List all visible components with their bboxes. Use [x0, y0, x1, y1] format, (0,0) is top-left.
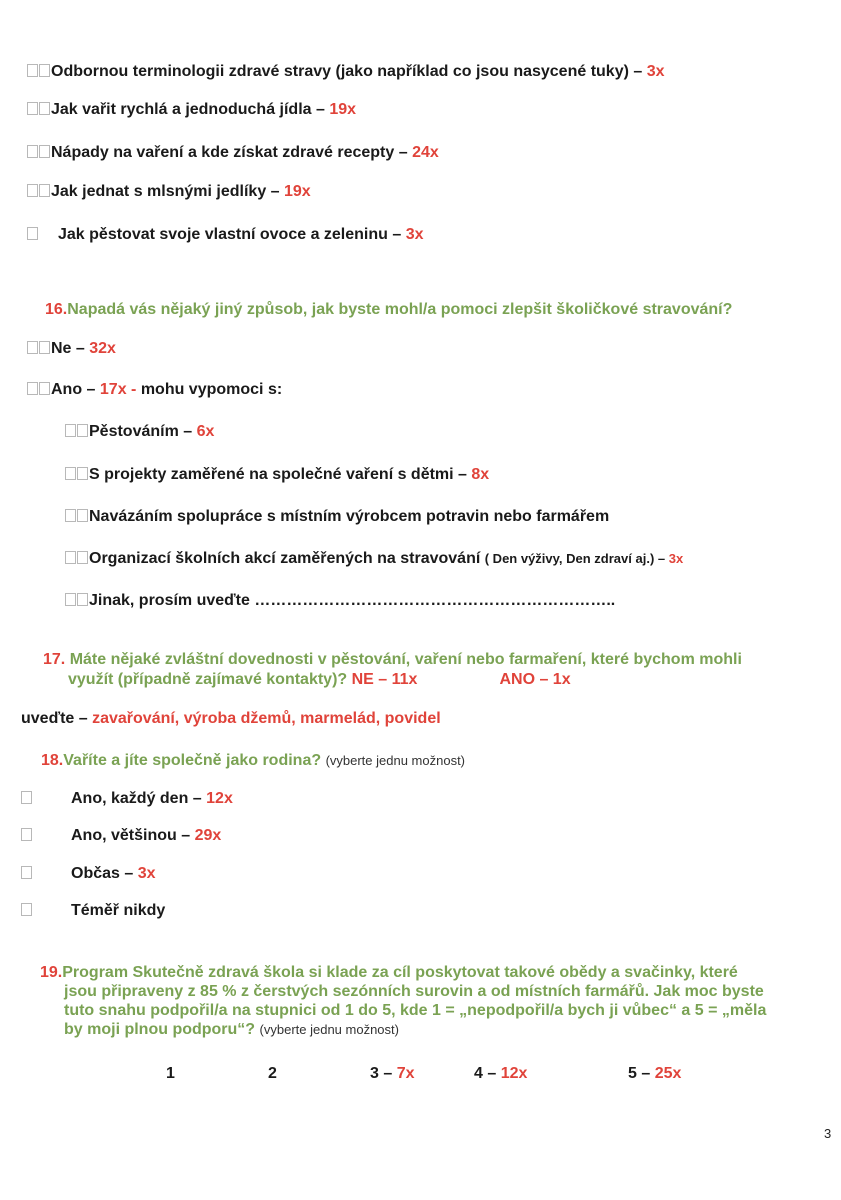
question-text: jsou připraveny z 85 % z čerstvých sezónních surovin a od místních farmářů. Jak moc byste — [64, 983, 764, 1000]
answer-suffix: mohu vypomoci s: — [140, 381, 283, 398]
checkbox-icon — [27, 145, 38, 158]
specify-label: uveďte – — [21, 710, 93, 727]
checkbox-icon — [21, 791, 32, 804]
sub-text: S projekty zaměřené na společné vaření s dětmi – — [89, 466, 472, 483]
checkbox-icon — [65, 424, 76, 437]
list-item — [27, 100, 356, 120]
checkbox-icon — [27, 341, 38, 354]
answer-label: Ano – — [51, 381, 100, 398]
option-item — [21, 864, 156, 884]
checkbox-icon — [39, 341, 50, 354]
question-text: Máte nějaké zvláštní dovednosti v pěstování, vaření nebo farmaření, které bychom mohli — [69, 651, 742, 668]
sub-text: Jinak, prosím uveďte ………………………………………………………….. — [89, 592, 616, 609]
answer-label: Ne – — [51, 340, 90, 357]
item-count: 3x — [646, 63, 665, 80]
sub-count: 8x — [471, 466, 490, 483]
list-item — [27, 143, 439, 163]
question-number: 18. — [41, 752, 64, 769]
list-item — [27, 225, 424, 245]
answer-ano: ANO – 1x — [499, 671, 571, 688]
checkbox-icon — [65, 467, 76, 480]
question-text: využít (případně zajímavé kontakty)? — [68, 671, 352, 688]
scale-label: 3 – — [370, 1065, 397, 1082]
checkbox-icon — [27, 227, 38, 240]
specify-value: zavařování, výroba džemů, marmelád, povidel — [92, 710, 441, 727]
checkbox-icon — [39, 102, 50, 115]
checkbox-icon — [27, 64, 38, 77]
option-item — [21, 789, 233, 809]
item-text: Jak jednat s mlsnými jedlíky – — [51, 183, 284, 200]
item-text: Jak pěstovat svoje vlastní ovoce a zeleninu – — [58, 226, 406, 243]
question-17-line1 — [43, 650, 742, 670]
scale-option-5 — [628, 1065, 681, 1083]
question-19-line1 — [40, 963, 766, 982]
scale-option-4 — [474, 1065, 527, 1083]
question-text: Vaříte a jíte společně jako rodina? — [63, 752, 326, 769]
question-text: tuto snahu podpořil/a na stupnici od 1 do 5, kde 1 = „nepodpořil/a bych ji vůbec“ a 5 = „měla — [64, 1002, 767, 1019]
checkbox-icon — [21, 866, 32, 879]
specify-line — [21, 709, 441, 729]
sub-text: Pěstováním – — [89, 423, 197, 440]
sub-text: Navázáním spolupráce s místním výrobcem potravin nebo farmářem — [89, 508, 610, 525]
question-19 — [40, 963, 766, 1039]
checkbox-icon — [39, 145, 50, 158]
answer-no — [27, 339, 116, 359]
sub-item — [65, 507, 609, 527]
checkbox-icon — [77, 509, 88, 522]
scale-label: 1 — [166, 1065, 175, 1082]
question-number: 17. — [43, 651, 66, 668]
option-text: Téměř nikdy — [71, 902, 166, 919]
checkbox-icon — [77, 424, 88, 437]
sub-item — [65, 422, 214, 442]
checkbox-icon — [27, 184, 38, 197]
option-count: 12x — [206, 790, 233, 807]
answer-count: 17x — [99, 381, 127, 398]
question-text: by moji plnou podporu“? — [64, 1021, 260, 1038]
list-item — [27, 62, 665, 82]
option-text: Občas – — [71, 865, 138, 882]
checkbox-icon — [65, 551, 76, 564]
question-17-line2 — [68, 670, 571, 690]
checkbox-icon — [39, 64, 50, 77]
option-text: Ano, každý den – — [71, 790, 207, 807]
option-item — [21, 826, 221, 846]
question-hint: (vyberte jednu možnost) — [259, 1022, 399, 1037]
checkbox-icon — [27, 382, 38, 395]
question-number: 19. — [40, 964, 63, 981]
option-item — [21, 901, 165, 921]
item-text: Odbornou terminologii zdravé stravy (jako například co jsou nasycené tuky) – — [51, 63, 647, 80]
checkbox-icon — [21, 903, 32, 916]
item-text: Nápady na vaření a kde získat zdravé recepty – — [51, 144, 413, 161]
item-text: Jak vařit rychlá a jednoduchá jídla – — [51, 101, 330, 118]
sub-item — [65, 465, 489, 485]
scale-count: 12x — [500, 1065, 528, 1082]
scale-option-1 — [166, 1065, 175, 1083]
answer-count: 32x — [89, 340, 116, 357]
checkbox-icon — [39, 382, 50, 395]
item-count: 19x — [284, 183, 311, 200]
sub-item — [65, 591, 615, 611]
question-16 — [45, 300, 732, 320]
question-hint: (vyberte jednu možnost) — [325, 753, 466, 768]
checkbox-icon — [77, 551, 88, 564]
sub-count: 3x — [668, 551, 684, 566]
scale-count: 7x — [396, 1065, 415, 1082]
sub-count: 6x — [196, 423, 215, 440]
item-count: 19x — [329, 101, 357, 118]
checkbox-icon — [77, 593, 88, 606]
answer-separator: - — [126, 381, 141, 398]
question-number: 16. — [45, 301, 68, 318]
sub-paren: ( Den výživy, Den zdraví aj.) – — [484, 551, 669, 566]
checkbox-icon — [27, 102, 38, 115]
checkbox-icon — [77, 467, 88, 480]
question-text: Napadá vás nějaký jiný způsob, jak byste mohl/a pomoci zlepšit školičkové stravování? — [67, 301, 733, 318]
page-number: 3 — [824, 1126, 832, 1141]
scale-option-2 — [268, 1065, 277, 1083]
scale-label: 5 – — [628, 1065, 655, 1082]
option-count: 3x — [137, 865, 156, 882]
sub-item — [65, 549, 683, 569]
option-text: Ano, většinou – — [71, 827, 195, 844]
item-count: 3x — [405, 226, 424, 243]
question-text: Program Skutečně zdravá škola si klade za cíl poskytovat takové obědy a svačinky, které — [62, 964, 738, 981]
list-item — [27, 182, 311, 202]
checkbox-icon — [21, 828, 32, 841]
checkbox-icon — [65, 593, 76, 606]
checkbox-icon — [65, 509, 76, 522]
sub-text: Organizací školních akcí zaměřených na stravování — [89, 550, 485, 567]
scale-count: 25x — [654, 1065, 682, 1082]
answer-ne: NE – 11x — [351, 671, 418, 688]
question-18 — [41, 751, 465, 771]
answer-yes — [27, 380, 282, 400]
option-count: 29x — [194, 827, 222, 844]
item-count: 24x — [412, 144, 439, 161]
question-19-line4 — [40, 1020, 766, 1039]
scale-option-3 — [370, 1065, 414, 1083]
checkbox-icon — [39, 184, 50, 197]
scale-label: 2 — [268, 1065, 277, 1082]
scale-label: 4 – — [474, 1065, 501, 1082]
